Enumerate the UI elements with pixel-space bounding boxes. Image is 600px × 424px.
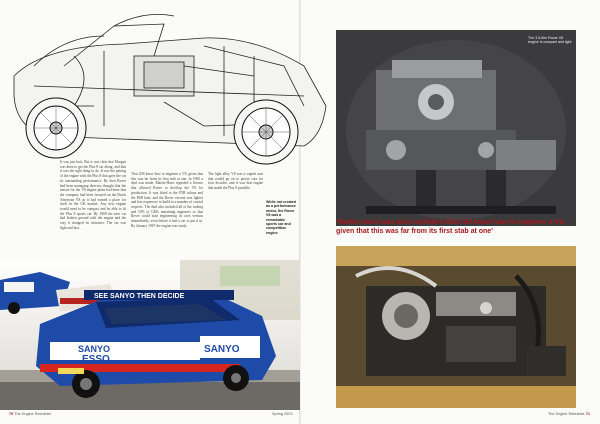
engine-bay-photo — [336, 246, 576, 408]
right-footer-title: The Engine Rebuilder — [547, 412, 585, 416]
race-door-text: SANYO — [204, 344, 240, 355]
article-column-1: It was just luck. But it was clear that Morgan was keen to get the Plus 8 car along, and that it was the right thing to do. It was the pairing of the engine with the Plus 8 that gave the car its outstanding performance. By then Rover had been managing director, thought that the reason for the V8 engine plans had been that the company had been focused on the Buick American V8 as it had earned a place for itself in the UK market. Any new engine would need to be compact and be able to fit the Plus 8 sports car. By 1968 the new car had broken ground with the engine and the way it changed its character. The car was light and fast. — [60, 160, 126, 230]
article-column-2: That GM knew how to engineer a V8, given that this was far from its first stab at one. In 1965 a deal was made. Martin-Hurst regarded a licence that allowed Rover to develop the V8 for production. It was fitted to the P5B saloon and the P6B later, and the Rover version was lighter and less expensive to build in a number of crucial respects. The deal also included all of the tooling and 10% of GM's remaining engineers so that Rover could start engineering its own version immediately, even before it had a car to put it in. By January 1967 the engine was ready. — [131, 172, 203, 228]
race-car-photo — [0, 260, 300, 410]
left-page-number: 70 — [9, 412, 14, 416]
left-footer-title: The Engine Rebuilder — [14, 412, 51, 416]
left-footer — [9, 412, 51, 416]
pull-quote: 'Martin-Hurst was also confident that GM knew how to engineer a V8, given that this was far from its first stab at one' — [336, 219, 566, 235]
sidebar-caption: While not created as a performance motor, the Rover V8 was a remarkable sports car and competition engine — [266, 200, 296, 235]
race-banner-text: SEE SANYO THEN DECIDE — [94, 293, 185, 300]
right-page-number: 71 — [585, 412, 590, 416]
engine-studio-photo — [336, 30, 576, 226]
center-footer: Spring 2023 — [272, 412, 293, 416]
car-cutaway-illustration — [4, 6, 332, 190]
engine-photo-caption: The 3.5-litre Rover V8 engine is compact and light — [528, 36, 572, 45]
article-column-3: The light alloy V8 was a superb unit that would go on to power cars for four decades, and it was that engine that made the Plus 8 possible. — [208, 172, 263, 191]
right-footer — [548, 412, 590, 416]
race-sponsor-1: SANYO — [78, 344, 111, 354]
race-sponsor-2: ESSO — [82, 354, 110, 365]
